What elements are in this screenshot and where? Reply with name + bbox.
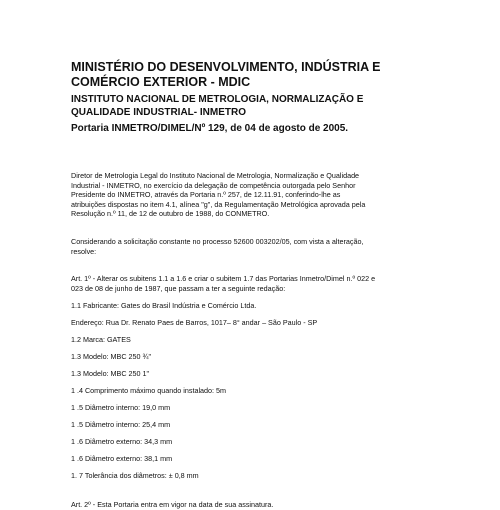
intro-line: Resolução n.º 11, de 12 de outubro de 1988, do CONMETRO. — [71, 209, 270, 219]
article-1-paragraph — [71, 274, 411, 293]
item-inner-diameter-2: 1 .5 Diâmetro interno: 25,4 mm — [71, 420, 171, 430]
item-address: Endereço: Rua Dr. Renato Paes de Barros, 1017– 8° andar – São Paulo - SP — [71, 318, 318, 328]
item-tolerance: 1. 7 Tolerância dos diâmetros: ± 0,8 mm — [71, 471, 199, 481]
item-manufacturer: 1.1 Fabricante: Gates do Brasil Indústria e Comércio Ltda. — [71, 301, 257, 311]
document-page — [71, 60, 411, 510]
intro-line: Industrial - INMETRO, no exercício da delegação de competência outorgada pelo Senhor — [71, 180, 356, 190]
item-outer-diameter-1: 1 .6 Diâmetro externo: 34,3 mm — [71, 437, 173, 447]
article-1-line: Art. 1º - Alterar os subitens 1.1 a 1.6 e criar o subitem 1.7 das Portarias Inmetro/Dimel n.º 022 e — [71, 274, 376, 284]
institute-title — [71, 94, 411, 119]
intro-paragraph — [71, 171, 411, 219]
intro-line: Diretor de Metrologia Legal do Instituto Nacional de Metrologia, Normalização e Qualidade — [71, 171, 360, 180]
considering-line: Considerando a solicitação constante no processo 52600 003202/05, com vista a alteração, — [71, 236, 364, 246]
item-inner-diameter-1: 1 .5 Diâmetro interno: 19,0 mm — [71, 403, 171, 413]
ministry-title-line-2: COMÉRCIO EXTERIOR - MDIC — [71, 75, 251, 89]
intro-line: atribuições dispostas no item 4.1, alínea "g", da Regulamentação Metrológica aprovada pela — [71, 199, 366, 209]
ministry-title-line-1: MINISTÉRIO DO DESENVOLVIMENTO, INDÚSTRIA E — [71, 60, 381, 74]
item-model-2: 1.3 Modelo: MBC 250 1" — [71, 369, 150, 379]
article-1-line: 023 de 08 de junho de 1987, que passam a ter a seguinte redação: — [71, 283, 286, 293]
intro-line: Presidente do INMETRO, através da Portaria n.º 257, de 12.11.91, conferindo-lhe as — [71, 190, 341, 200]
article-2-paragraph: Art. 2º - Esta Portaria entra em vigor na data de sua assinatura. — [71, 500, 274, 510]
item-brand: 1.2 Marca: GATES — [71, 335, 131, 345]
ordinance-title: Portaria INMETRO/DIMEL/Nº 129, de 04 de agosto de 2005. — [71, 123, 349, 134]
item-model-1: 1.3 Modelo: MBC 250 ¾" — [71, 352, 152, 362]
institute-title-line-1: INSTITUTO NACIONAL DE METROLOGIA, NORMALIZAÇÃO E — [71, 94, 364, 105]
item-outer-diameter-2: 1 .6 Diâmetro externo: 38,1 mm — [71, 454, 173, 464]
considering-paragraph — [71, 237, 411, 256]
considering-line: resolve: — [71, 246, 97, 256]
item-max-length: 1 .4 Comprimento máximo quando instalado: 5m — [71, 386, 227, 396]
ministry-title — [71, 60, 411, 90]
institute-title-line-2: QUALIDADE INDUSTRIAL- INMETRO — [71, 106, 246, 118]
